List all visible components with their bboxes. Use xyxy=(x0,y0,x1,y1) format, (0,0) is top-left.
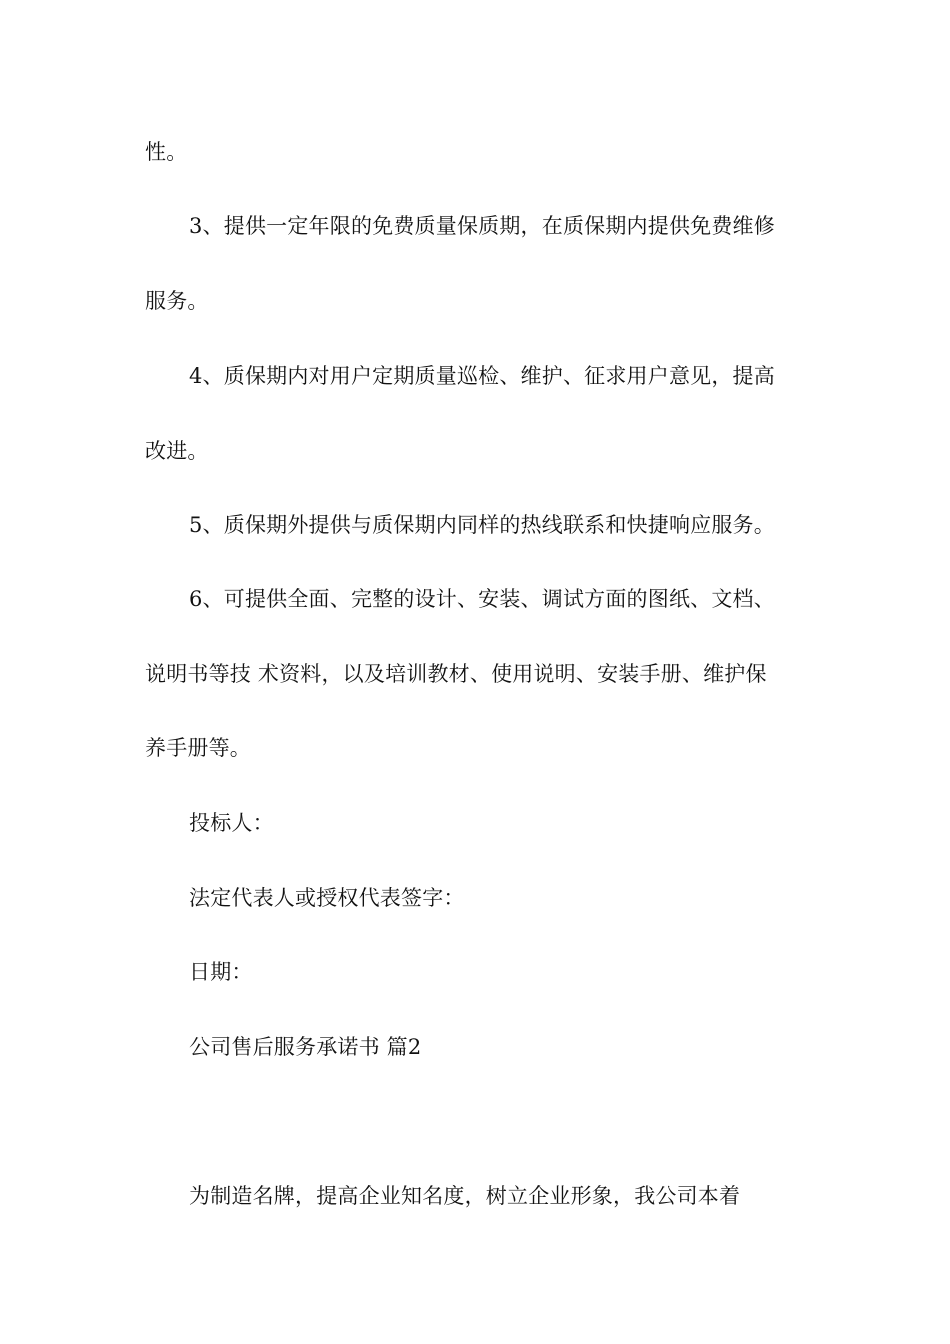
text-line: 养手册等。 xyxy=(145,736,251,760)
text-line: 改进。 xyxy=(145,439,209,463)
text-line: 6、可提供全面、完整的设计、安装、调试方面的图纸、文档、 xyxy=(189,587,775,611)
text-line: 法定代表人或授权代表签字： xyxy=(189,886,465,910)
text-line: 4、质保期内对用户定期质量巡检、维护、征求用户意见，提高 xyxy=(189,364,775,388)
text-line: 服务。 xyxy=(145,289,209,313)
section-heading: 公司售后服务承诺书 篇2 xyxy=(189,1035,422,1059)
text-line: 日期： xyxy=(189,960,253,984)
text-line: 5、质保期外提供与质保期内同样的热线联系和快捷响应服务。 xyxy=(189,513,775,537)
text-line: 为制造名牌，提高企业知名度，树立企业形象，我公司本着 xyxy=(189,1184,741,1208)
text-line: 3、提供一定年限的免费质量保质期，在质保期内提供免费维修 xyxy=(189,214,775,238)
text-line: 说明书等技 术资料，以及培训教材、使用说明、安装手册、维护保 xyxy=(145,662,767,686)
text-line: 性。 xyxy=(145,140,188,164)
text-line: 投标人： xyxy=(189,811,274,835)
